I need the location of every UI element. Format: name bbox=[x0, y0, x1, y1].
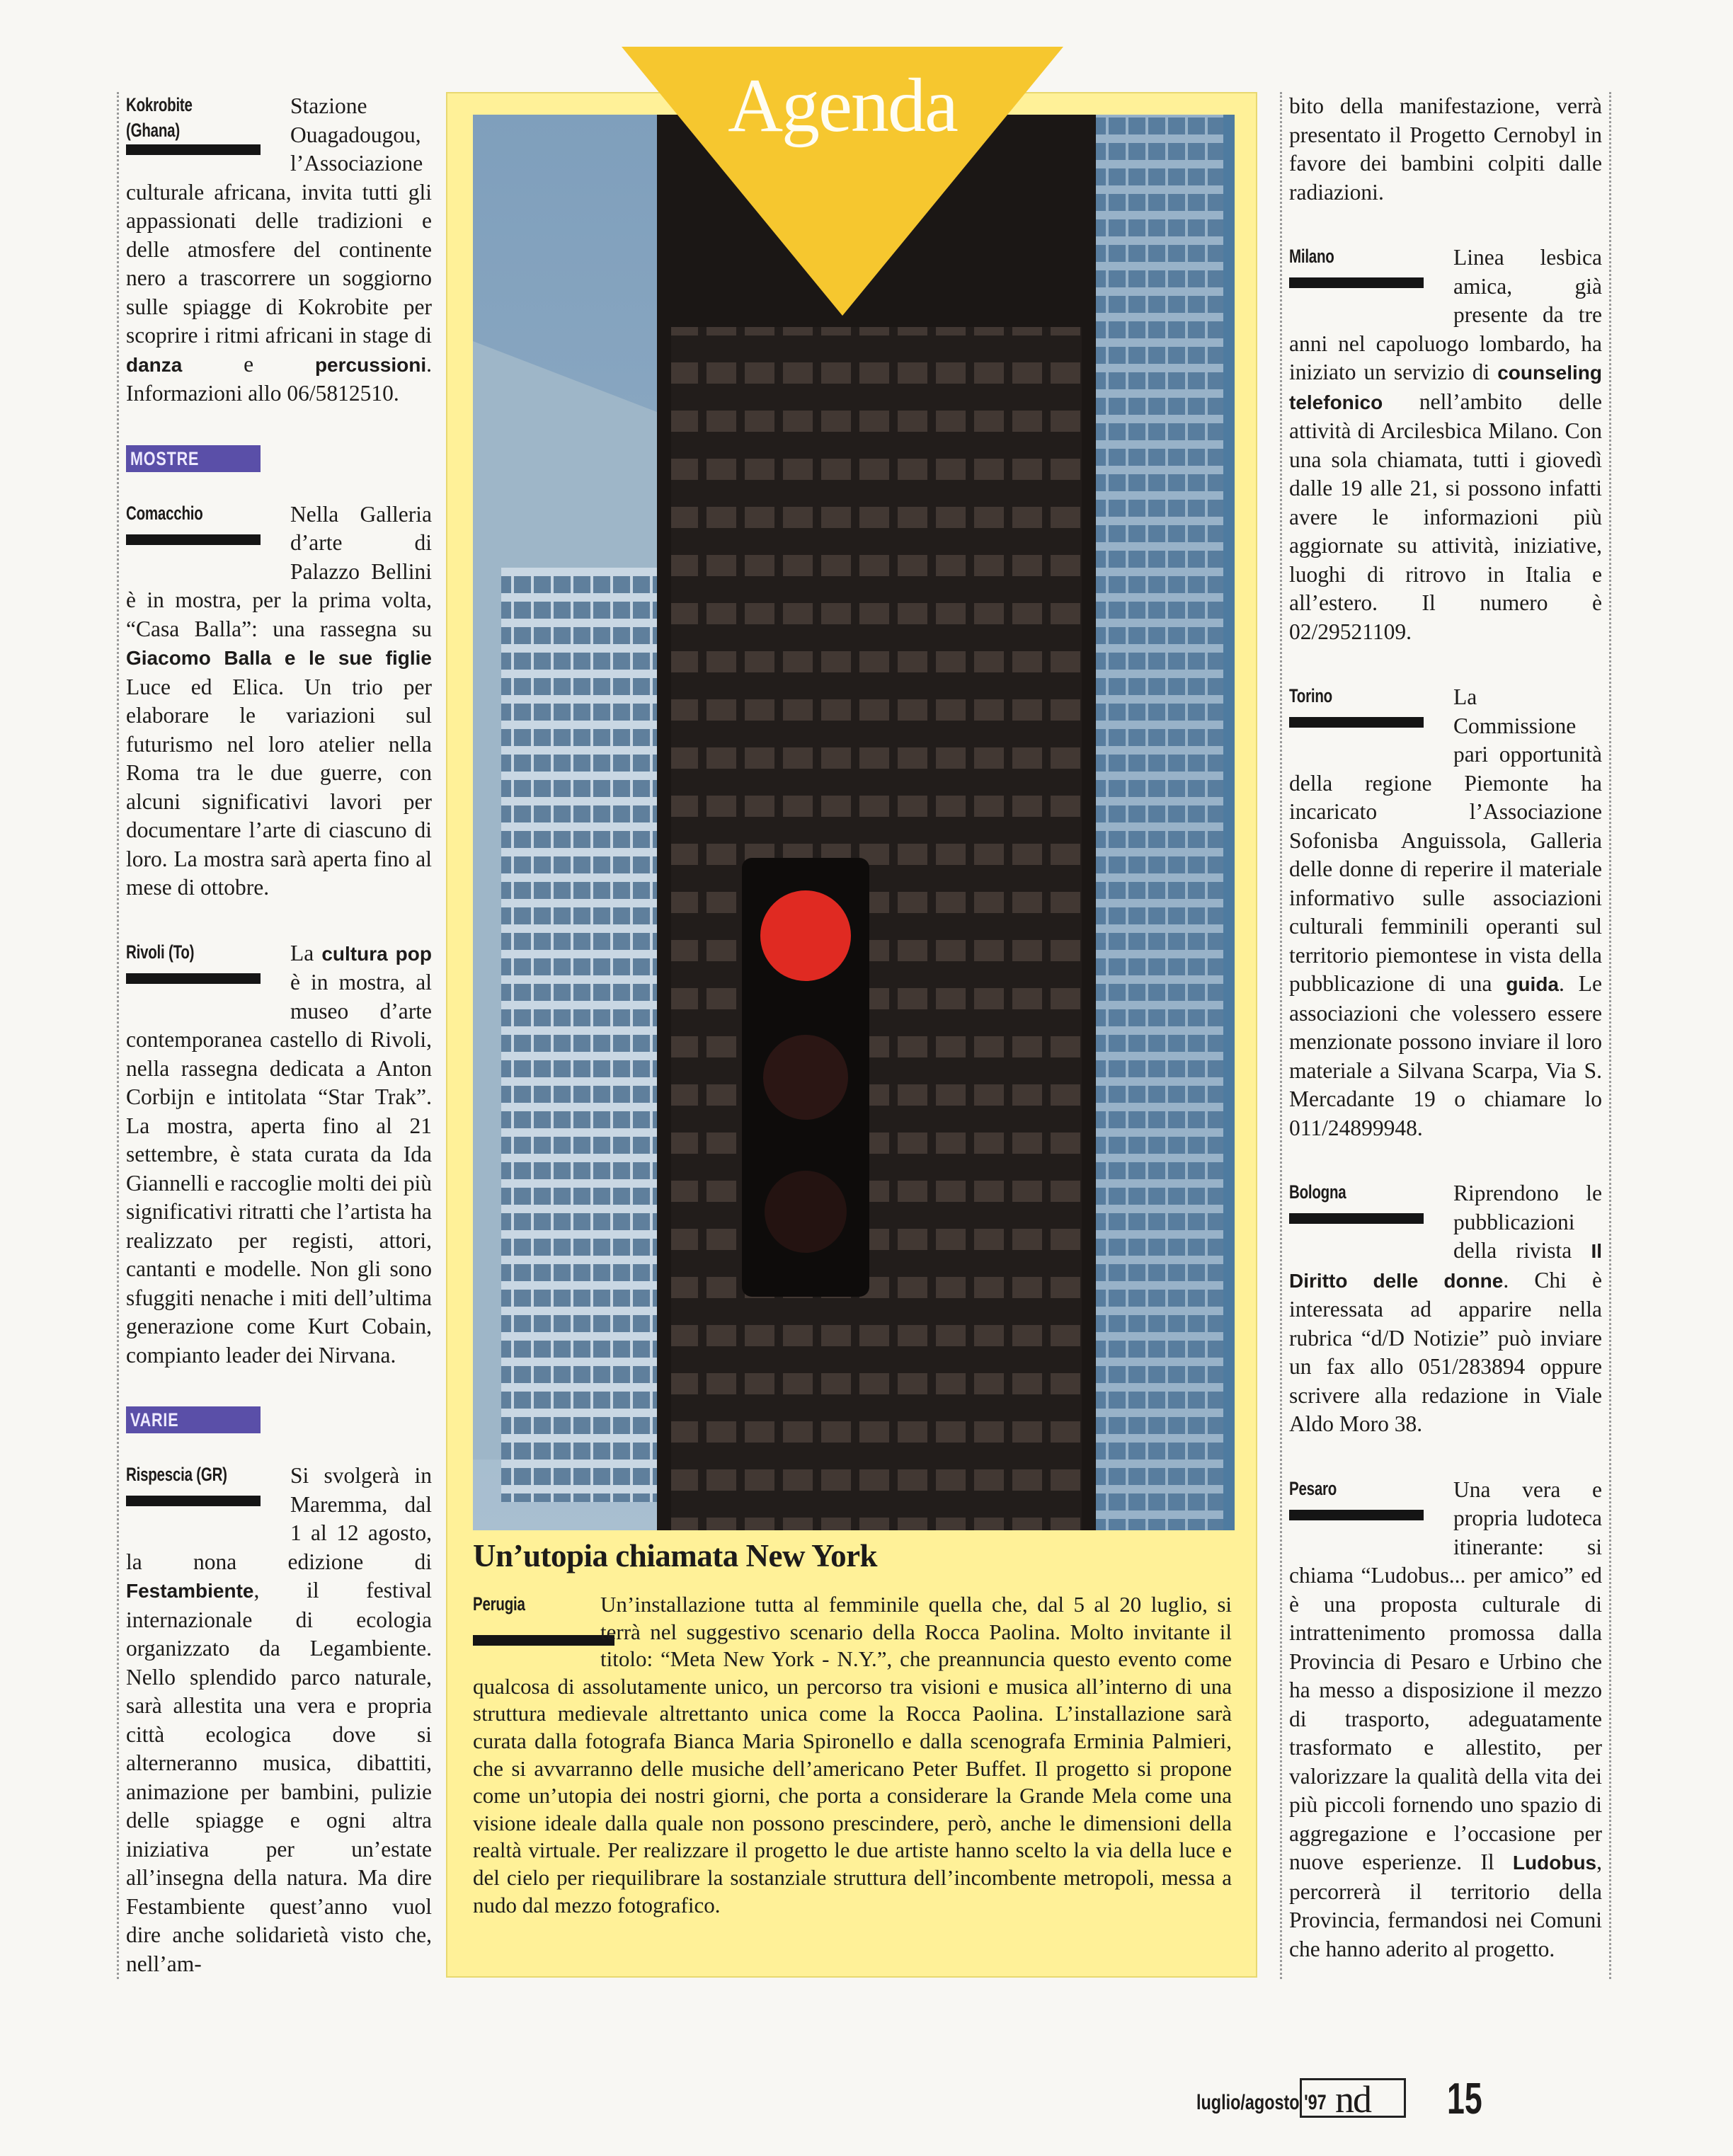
agenda-title: Agenda bbox=[728, 64, 957, 148]
city-photo bbox=[473, 115, 1235, 1530]
agenda-item-rivoli bbox=[126, 939, 432, 1370]
agenda-item-comacchio bbox=[126, 500, 432, 902]
place-name: Torino bbox=[1289, 685, 1332, 706]
heading-rule bbox=[1289, 1213, 1424, 1224]
heading-rule bbox=[126, 1496, 261, 1506]
item-heading bbox=[126, 1462, 290, 1527]
place-name: Bologna bbox=[1289, 1181, 1346, 1203]
box-title: Un’utopia chiamata New York bbox=[473, 1538, 878, 1573]
heading-rule bbox=[126, 534, 261, 545]
item-heading bbox=[1289, 1476, 1453, 1541]
featured-box bbox=[446, 92, 1257, 1978]
left-column bbox=[117, 92, 432, 1979]
heading-rule bbox=[473, 1635, 614, 1646]
place-region: (Ghana) bbox=[126, 120, 180, 141]
item-heading bbox=[126, 939, 290, 1004]
item-text: Nella Galleria d’arte di Palazzo Bellini è in mostra, per la prima volta, “Casa Balla”: una rassegna su Giacomo Balla e le sue figlie Luce ed Elica. Un trio per elaborare le variazioni sul futurismo nel loro atelier nella Roma tra le due guerre, con alcuni significativi lavori per documentare l’arte di ciascuno di loro. La mostra sarà aperta fino al mese di ottobre. bbox=[126, 501, 432, 900]
place-name: Kokrobite bbox=[126, 94, 193, 115]
item-heading bbox=[1289, 243, 1453, 309]
item-text: Un’installazione tutta al femminile quella che, dal 5 al 20 luglio, si terrà nel suggestivo scenario della Rocca Paolina. Molto invitante il titolo: “Meta New York - N.Y.”, che preannuncia questo evento come qualcosa di assolutamente unico, un percorso tra visioni e musica all’interno di una struttura medievale altrettanto unica come la Rocca Paolina. L’installazione sarà curata dalla fotografa Bianca Maria Spironello e dalla scenografa Erminia Palmieri, che si avvarranno delle musiche dell’americano Peter Buffet. Il progetto si propone come un’utopia dei nostri giorni, che porta a considerare la Grande Mela come una visione ideale dalla quale non possono prescindere, però, anche le dimensioni della realtà virtuale. Per realizzare il progetto le due artiste hanno scelto la via della luce e del cielo per riequilibrare la sostanziale struttura dell’incombente metropoli, messa a nudo dal mezzo fotografico. bbox=[473, 1592, 1232, 1917]
item-text: La cultura pop è in mostra, al museo d’arte contemporanea castello di Rivoli, nella rassegna dedicata a Anton Corbijn e intitolata “Star Trak”. La mostra, aperta fino al 21 settembre, è stata curata da Ida Giannelli e raccoglie molti dei più significativi ritratti che l’artista ha realizzato per registi, attori, cantanti e modelle. Non gli sono sfuggiti nenache i miti dell’ultima generazione come Kurt Cobain, compianto leader dei Nirvana. bbox=[126, 940, 432, 1367]
page-number: 15 bbox=[1447, 2075, 1482, 2123]
agenda-item-kokrobite bbox=[126, 92, 432, 408]
agenda-item-rispescia bbox=[126, 1462, 432, 1978]
continuation-text bbox=[1289, 92, 1602, 207]
item-text: Riprendono le pubblicazioni della rivista Il Diritto delle donne. Chi è interessata ad apparire nella rubrica “d/D Notizie” può inviare un fax allo 051/283894 oppure scrivere alla redazione in Viale Aldo Moro 38. bbox=[1289, 1181, 1602, 1436]
photo-illustration bbox=[473, 115, 1235, 1530]
heading-rule bbox=[1289, 1510, 1424, 1520]
item-text: bito della manifestazione, verrà presentato il Progetto Cernobyl in favore dei bambini colpiti dalle radiazioni. bbox=[1289, 93, 1602, 205]
red-light bbox=[760, 890, 851, 981]
section-label-varie: VARIE bbox=[126, 1406, 261, 1433]
place-name: Perugia bbox=[473, 1593, 525, 1615]
item-text: La Commissione pari opportunità della regione Piemonte ha incaricato l’Associazione Sofonisba Anguissola, Galleria delle donne di reperire il materiale informativo sulle associazioni culturali femminili operanti sul territorio piemontese in vista della pubblicazione di una guida. Le associazioni che volessero essere menzionate possono inviare il loro materiale a Silvana Scarpa, Via S. Mercadante 19 o chiamare lo 011/24899948. bbox=[1289, 684, 1602, 1140]
item-heading bbox=[126, 92, 290, 157]
agenda-item-bologna bbox=[1289, 1179, 1602, 1439]
place-name: Rivoli (To) bbox=[126, 941, 195, 963]
heading-rule bbox=[1289, 717, 1424, 728]
item-heading bbox=[473, 1591, 600, 1648]
place-name: Pesaro bbox=[1289, 1477, 1337, 1499]
magazine-logo: nd bbox=[1300, 2078, 1406, 2118]
place-name: Comacchio bbox=[126, 502, 203, 524]
agenda-item-pesaro bbox=[1289, 1476, 1602, 1964]
heading-rule bbox=[126, 144, 261, 155]
place-name: Rispescia (GR) bbox=[126, 1464, 227, 1485]
item-text: Linea lesbica amica, già presente da tre anni nel capoluogo lombardo, ha iniziato un servizio di counseling telefonico nell’ambito delle attività di Arcilesbica Milano. Con una sola chiamata, tutti i giovedì dalle 19 alle 21, si possono infatti avere le informazioni più aggiornate su attività, iniziative, luoghi di ritrovo in Italia e all’estero. Il numero è 02/29521109. bbox=[1289, 245, 1602, 644]
issue-date: luglio/agosto '97 bbox=[1196, 2091, 1327, 2114]
item-heading bbox=[1289, 683, 1453, 748]
item-heading bbox=[1289, 1179, 1453, 1244]
agenda-item-torino bbox=[1289, 683, 1602, 1142]
agenda-item-milano bbox=[1289, 243, 1602, 646]
item-text: Stazione Ouagadougou, l’Associazione culturale africana, invita tutti gli appassionati delle tradizioni e delle atmosfere del continente nero a trascorrere un soggiorno sulle spiagge di Kokrobite per scoprire i ritmi africani in stage di danza e percussioni. Informazioni allo 06/5812510. bbox=[126, 93, 432, 406]
heading-rule bbox=[1289, 277, 1424, 288]
agenda-item-perugia bbox=[473, 1591, 1232, 1919]
item-heading bbox=[126, 500, 290, 566]
item-text: Si svolgerà in Maremma, dal 1 al 12 agosto, la nona edizione di Festambiente, il festival internazionale di ecologia organizzato da Legambiente. Nello splendido parco naturale, sarà allestita una vera e propria città ecologica dove si alterneranno musica, dibattiti, animazione per bambini, pulizie delle spiagge e ogni altra iniziativa per un’estate all’insegna della natura. Ma dire Festambiente quest’anno vuol dire anche solidarietà visto che, nell’am- bbox=[126, 1463, 432, 1976]
item-text: Una vera e propria ludoteca itinerante: si chiama “Ludobus... per amico” ed è una proposta culturale di intrattenimento promossa dalla Provincia di Pesaro e Urbino che ha messo a disposizione il mezzo di trasporto, adeguatamente trasformato e allestito, per valorizzare la qualità della vita dei più piccoli fornendo uno spazio di aggregazione e l’occasione per nuove esperienze. Il Ludobus, percorrerà il territorio della Provincia, fermandosi nei Comuni che hanno aderito al progetto. bbox=[1289, 1476, 1602, 1961]
section-label-mostre: MOSTRE bbox=[126, 445, 261, 472]
place-name: Milano bbox=[1289, 246, 1334, 267]
heading-rule bbox=[126, 973, 261, 984]
right-column bbox=[1280, 92, 1611, 1979]
